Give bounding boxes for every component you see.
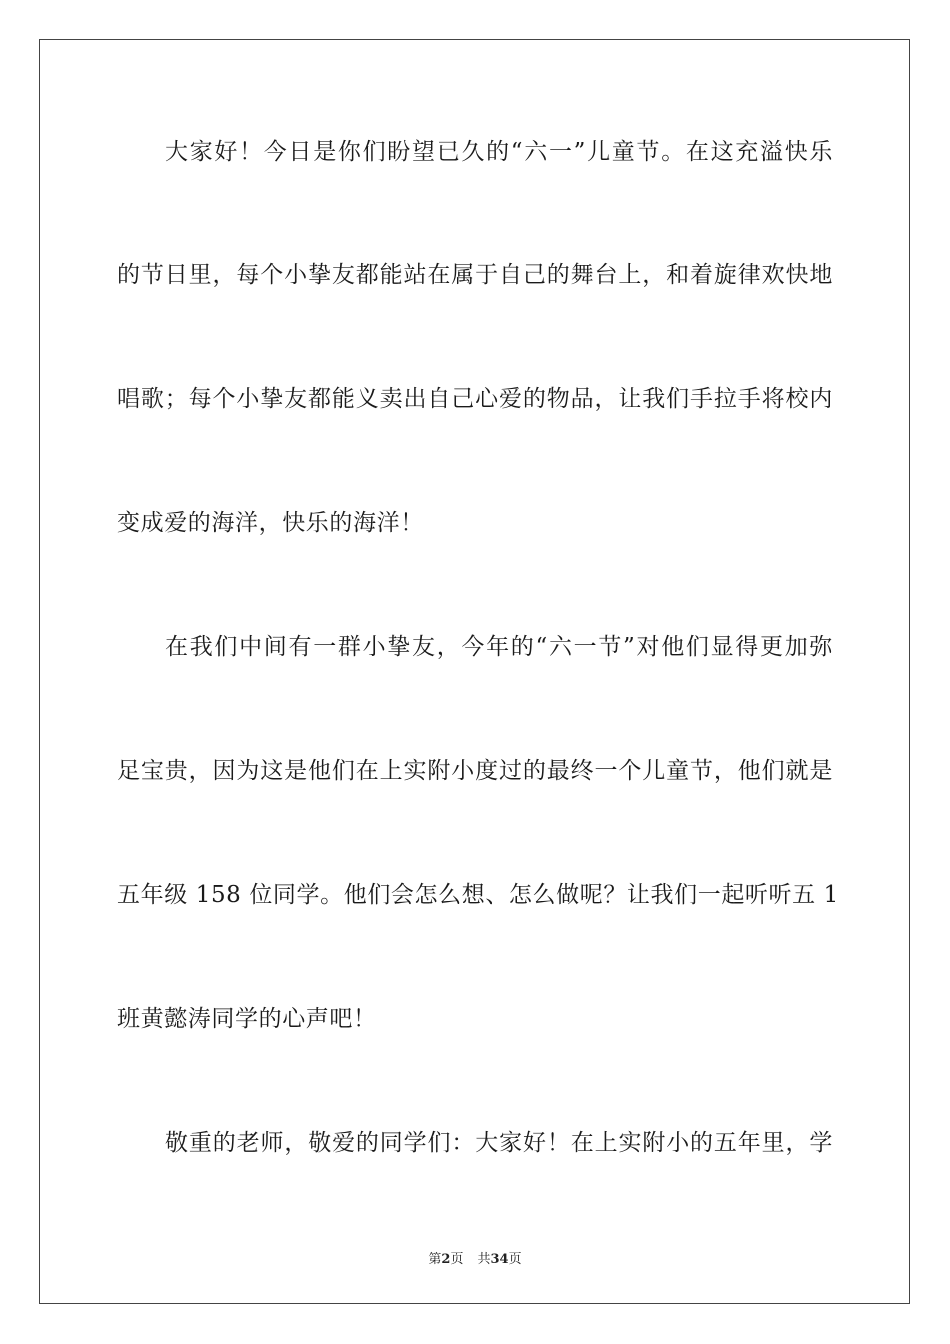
paragraph-line: 唱歌；每个小挚友都能义卖出自己心爱的物品，让我们手拉手将校内	[117, 386, 833, 412]
total-suffix: 页	[508, 1252, 522, 1267]
paragraph-line: 班黄懿涛同学的心声吧！	[117, 1006, 377, 1032]
page-footer	[0, 1248, 950, 1267]
total-prefix: 共	[477, 1252, 491, 1267]
page-prefix: 第	[428, 1252, 442, 1267]
page-frame	[39, 39, 910, 1304]
paragraph-line: 足宝贵，因为这是他们在上实附小度过的最终一个儿童节，他们就是	[117, 758, 833, 784]
paragraph-line: 敬重的老师，敬爱的同学们：大家好！在上实附小的五年里，学	[165, 1130, 833, 1156]
paragraph-line: 大家好！今日是你们盼望已久的“六一”儿童节。在这充溢快乐	[165, 139, 833, 165]
paragraph-line: 的节日里，每个小挚友都能站在属于自己的舞台上，和着旋律欢快地	[117, 262, 833, 288]
paragraph-line: 变成爱的海洋，快乐的海洋！	[117, 510, 424, 536]
paragraph-line: 在我们中间有一群小挚友，今年的“六一节”对他们显得更加弥	[165, 634, 833, 660]
page-number: 2	[441, 1252, 451, 1267]
page-suffix: 页	[450, 1252, 464, 1267]
total-pages: 34	[490, 1252, 509, 1267]
paragraph-line: 五年级 158 位同学。他们会怎么想、怎么做呢？让我们一起听听五 1	[117, 882, 839, 908]
